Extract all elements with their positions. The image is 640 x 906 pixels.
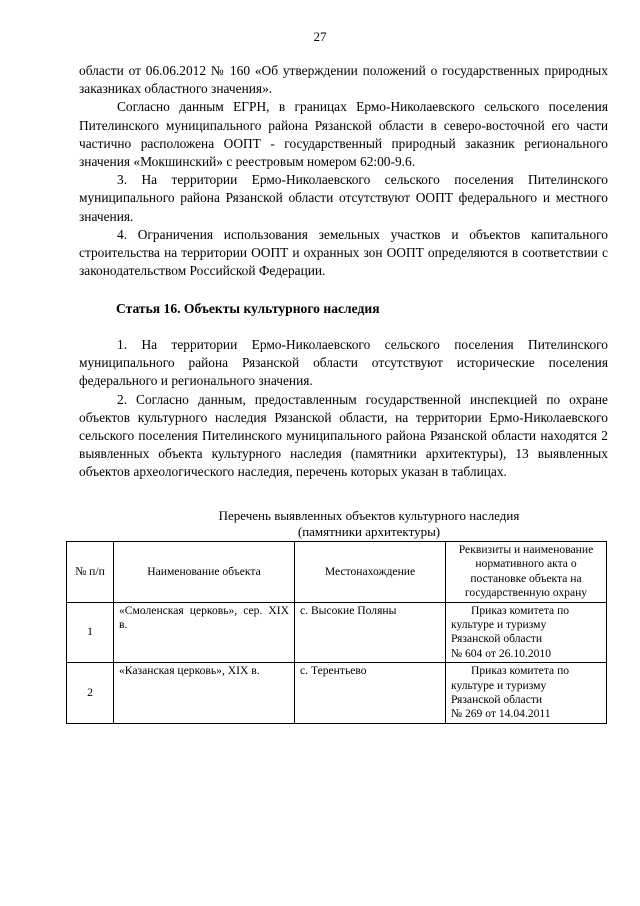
cell-location: с. Терентьево	[295, 663, 446, 724]
requisites-line: Рязанской области	[451, 632, 543, 646]
cell-location: с. Высокие Поляны	[295, 602, 446, 663]
table-caption-line: Перечень выявленных объектов культурного наследия	[218, 508, 520, 523]
header-location: Местонахождение	[295, 542, 446, 603]
cell-num: 1	[67, 602, 114, 663]
paragraph: 2. Согласно данным, предоставленным государственной инспекцией по охране объектов культурного наследия Рязанской области, на территории Ермо-Николаевского сельского поселения Пителинского муниципального района Рязанской области находятся 2 выявленных объекта культурного наследия (памятники архитектуры), 13 выявленных объектов археологического наследия, перечень которых указан в таблицах.	[79, 391, 608, 480]
page-number: 27	[313, 29, 327, 44]
paragraph: 4. Ограничения использования земельных участков и объектов капитального строительства на территории ООПТ и охранных зон ООПТ определяются в соответствии с законодательством Российской Федерации.	[79, 226, 608, 279]
requisites-line: № 604 от 26.10.2010	[451, 646, 552, 660]
cell-requisites	[446, 602, 607, 663]
table-header-row	[67, 542, 607, 603]
paragraph: 3. На территории Ермо-Николаевского сельского поселения Пителинского муниципального района Рязанской области отсутствуют ООПТ федерального и местного значения.	[79, 172, 608, 224]
header-requisites: Реквизиты и наименование нормативного акта о постановке объекта на государственную охрану	[446, 542, 607, 603]
article-heading: Статья 16. Объекты культурного наследия	[116, 301, 380, 316]
heritage-table	[66, 541, 607, 724]
requisites-line: № 269 от 14.04.2011	[451, 707, 551, 721]
cell-name: «Казанская церковь», XIX в.	[114, 663, 295, 724]
requisites-line: Рязанской области	[451, 693, 543, 707]
paragraphs-section	[79, 62, 608, 280]
table-caption	[69, 508, 640, 540]
requisites-line: культуре и туризму	[451, 678, 547, 692]
table-row	[67, 663, 607, 724]
article-section	[79, 336, 608, 482]
cell-requisites	[446, 663, 607, 724]
header-num: № п/п	[67, 542, 114, 603]
header-name: Наименование объекта	[114, 542, 295, 603]
cell-num: 2	[67, 663, 114, 724]
table-row	[67, 602, 607, 663]
paragraph: Согласно данным ЕГРН, в границах Ермо-Николаевского сельского поселения Пителинского муниципального района Рязанской области в северо-восточной его части частично расположена ООПТ - государственный природный заказник регионального значения «Мокшинский» с реестровым номером 62:00-9.6.	[79, 99, 608, 170]
paragraph: области от 06.06.2012 № 160 «Об утверждении положений о государственных природных заказниках областного значения».	[79, 63, 608, 97]
cell-name: «Смоленская церковь», сер. XIX в.	[114, 602, 295, 663]
requisites-line: культуре и туризму	[451, 618, 547, 632]
table-caption-line: (памятники архитектуры)	[297, 524, 441, 539]
paragraph: 1. На территории Ермо-Николаевского сельского поселения Пителинского муниципального района Рязанской области отсутствуют исторические поселения федерального и регионального значения.	[79, 337, 608, 389]
requisites-line: Приказ комитета по	[471, 603, 570, 617]
requisites-line: Приказ комитета по	[471, 664, 570, 678]
